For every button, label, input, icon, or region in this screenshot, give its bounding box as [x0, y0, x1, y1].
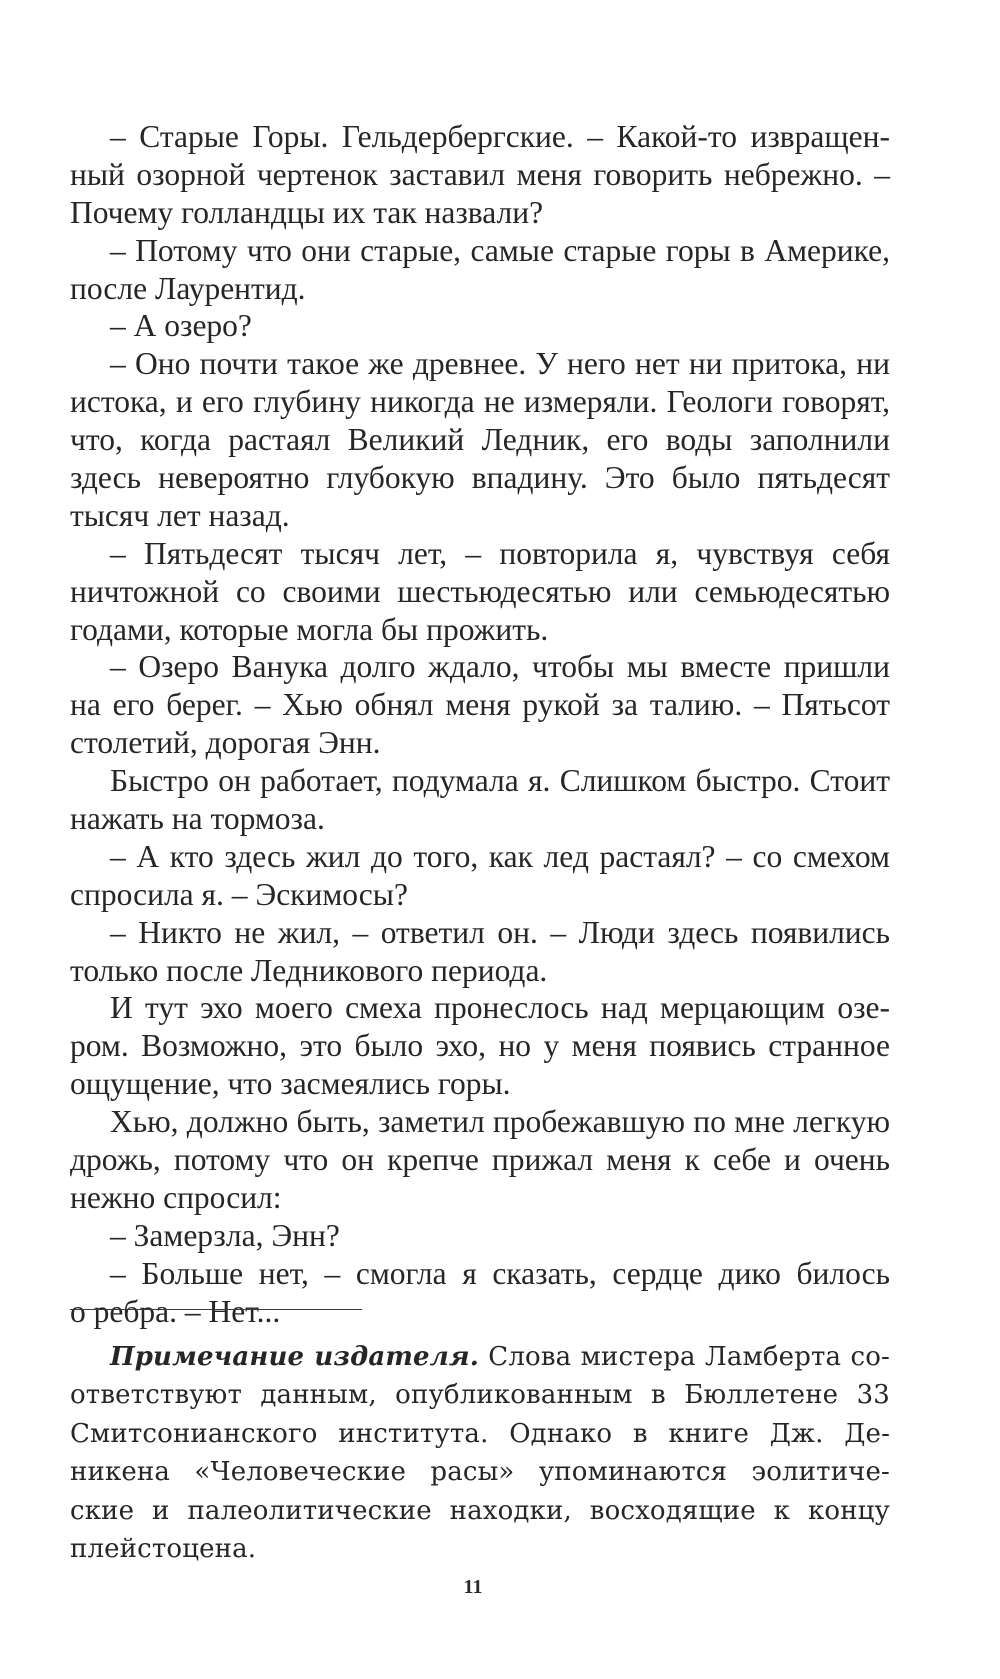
text-line: спросила я. – Эскимосы? [70, 876, 408, 912]
text-line: нежно спросил: [70, 1179, 282, 1215]
text-line: столетий, дорогая Энн. [70, 725, 381, 761]
text-line: ный озорной чертенок заставил меня говорить небрежно. – [70, 156, 890, 192]
footnote-label: Примечание издателя. [110, 1342, 479, 1372]
text-line: нажать на тормоза. [70, 801, 325, 837]
footnote-divider [70, 1309, 362, 1310]
footnote-line [70, 1338, 890, 1376]
text-line: ничтожной со своими шестьюдесятью или семьюдесятью [70, 573, 890, 609]
body-text [70, 118, 890, 1331]
footnote-line: ские и палеолитические находки, восходящие к концу [70, 1495, 890, 1526]
text-line: тысяч лет назад. [70, 497, 290, 533]
footnote-line: плейстоцена. [70, 1533, 257, 1564]
text-line: – Больше нет, – смогла я сказать, сердце дико билось [110, 1255, 890, 1291]
text-line: о ребра. – Нет... [70, 1293, 281, 1329]
text-line: – А кто здесь жил до того, как лед растаял? – со смехом [110, 838, 890, 874]
text-line: здесь невероятно глубокую впадину. Это было пятьдесят [70, 460, 890, 496]
text-line: только после Ледникового периода. [70, 952, 548, 988]
footnote-text: Слова мистера Ламберта со- [478, 1342, 890, 1372]
text-line: после Лаурентид. [70, 270, 306, 306]
text-line: Почему голландцы их так назвали? [70, 194, 544, 230]
footnote-line: никена «Человеческие расы» упоминаются эолитиче- [70, 1457, 890, 1488]
footnote-line: Смитсонианского института. Однако в книге Дж. Де- [70, 1418, 890, 1449]
text-line: – Пятьдесят тысяч лет, – повторила я, чувствуя себя [110, 535, 890, 571]
text-line: Быстро он работает, подумала я. Слишком быстро. Стоит [110, 763, 890, 799]
text-line: ощущение, что засмеялись горы. [70, 1066, 511, 1102]
text-line: – Оно почти такое же древнее. У него нет ни притока, ни [110, 346, 890, 382]
footnote [70, 1338, 890, 1568]
footnote-line: ответствуют данным, опубликованным в Бюллетене 33 [70, 1380, 890, 1411]
text-line: на его берег. – Хью обнял меня рукой за талию. – Пятьсот [70, 687, 890, 723]
text-line: – Старые Горы. Гельдербергские. – Какой-то извращен- [110, 119, 890, 154]
text-line: истока, и его глубину никогда не измеряли. Геологи говорят, [70, 384, 890, 420]
text-line: – Никто не жил, – ответил он. – Люди здесь появились [110, 914, 890, 950]
text-line: дрожь, потому что он крепче прижал меня к себе и очень [70, 1142, 890, 1178]
text-line: – Замерзла, Энн? [110, 1217, 340, 1253]
text-line: ром. Возможно, это было эхо, но у меня появись странное [70, 1028, 890, 1064]
text-line: – Озеро Ванука долго ждало, чтобы мы вместе пришли [110, 649, 890, 685]
text-line: годами, которые могла бы прожить. [70, 611, 549, 647]
text-line: И тут эхо моего смеха пронеслось над мерцающим озе- [110, 990, 890, 1026]
text-line: что, когда растаял Великий Ледник, его воды заполнили [70, 422, 890, 458]
text-line: – Потому что они старые, самые старые горы в Америке, [110, 232, 890, 268]
text-line: Хью, должно быть, заметил пробежавшую по мне легкую [110, 1104, 890, 1140]
text-line: – А озеро? [110, 308, 252, 344]
page-number: 11 [463, 1576, 483, 1598]
